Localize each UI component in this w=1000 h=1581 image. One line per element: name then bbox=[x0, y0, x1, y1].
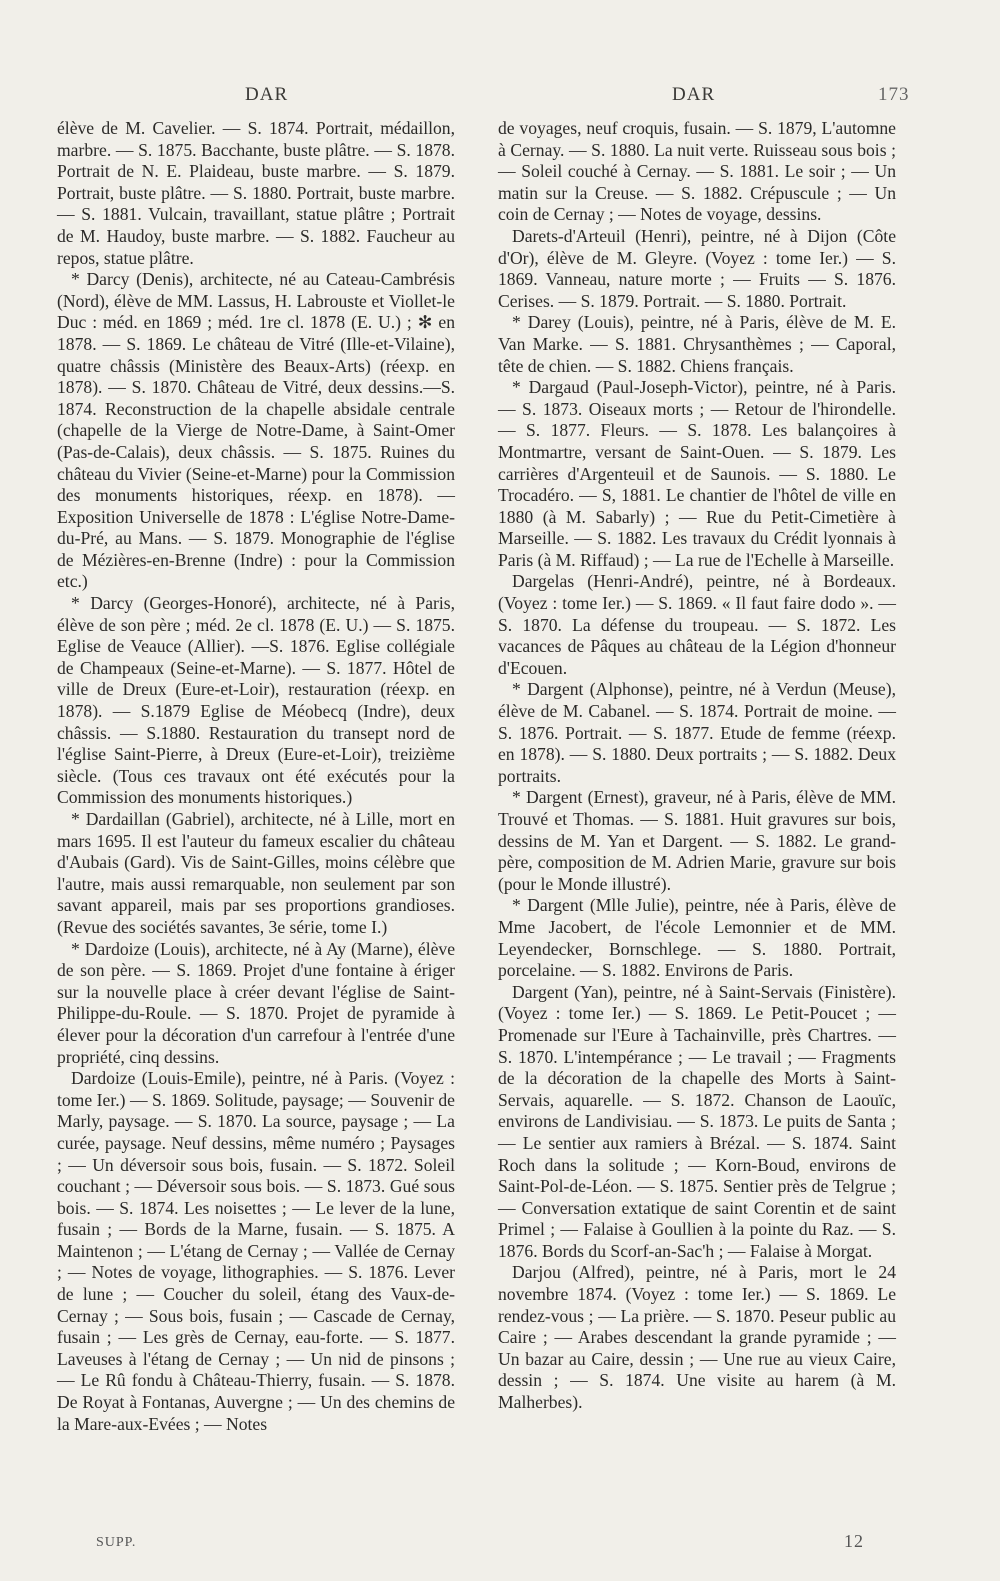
entry-paragraph: de voyages, neuf croquis, fusain. — S. 1879, L'automne à Cernay. — S. 1880. La nuit verte. Ruisseau sous bois ; — Soleil couché à Cernay. — S. 1881. Le soir ; — Un matin sur la Creuse. — S. 1882. Crépuscule ; — Un coin de Cernay ; — Notes de voyage, dessins. bbox=[498, 118, 896, 225]
entry-paragraph: Dargelas (Henri-André), peintre, né à Bordeaux. (Voyez : tome Ier.) — S. 1869. « Il faut faire dodo ». — S. 1870. La défense du troupeau. — S. 1872. Les vacances de Pâques au château de la Légion d'honneur d'Ecouen. bbox=[498, 571, 896, 678]
entry-paragraph: Dardoize (Louis-Emile), peintre, né à Paris. (Voyez : tome Ier.) — S. 1869. Solitude, paysage; — Souvenir de Marly, paysage. — S. 1870. La source, paysage ; — La curée, paysage. Neuf dessins, même numéro ; Paysages ; — Un déversoir sous bois, fusain. — S. 1872. Soleil couchant ; — Déversoir sous bois. — S. 1873. Gué sous bois. — S. 1874. Les noisettes ; — Le lever de la lune, fusain ; — Bords de la Marne, fusain. — S. 1875. A Maintenon ; — L'étang de Cernay ; — Vallée de Cernay ; — Notes de voyage, lithographies. — S. 1876. Lever de lune ; — Coucher du soleil, étang des Vaux-de-Cernay ; — Sous bois, fusain ; — Cascade de Cernay, fusain ; — Les grès de Cernay, eau-forte. — S. 1877. Laveuses à l'étang de Cernay ; — Un nid de pinsons ; — Le Rû fondu à Château-Thierry, fusain. — S. 1878. De Royat à Fontanas, Auvergne ; — Un des chemins de la Mare-aux-Evées ; — Notes bbox=[57, 1068, 455, 1434]
entry-paragraph: * Darcy (Georges-Honoré), architecte, né à Paris, élève de son père ; méd. 2e cl. 1878 (E. U.) — S. 1875. Eglise de Veauce (Allier). —S. 1876. Eglise collégiale de Champeaux (Seine-et-Marne). — S. 1877. Hôtel de ville de Dreux (Eure-et-Loir), restauration (réexp. en 1878). — S.1879 Eglise de Méobecq (Indre), deux châssis. — S.1880. Restauration du transept nord de l'église Saint-Pierre, à Dreux (Eure-et-Loir), treizième siècle. (Tous ces travaux ont été exécutés pour la Commission des monuments historiques.) bbox=[57, 593, 455, 808]
running-header-left: DAR bbox=[245, 84, 289, 105]
page-number: 173 bbox=[878, 84, 910, 105]
entry-paragraph: * Dargaud (Paul-Joseph-Victor), peintre, né à Paris. — S. 1873. Oiseaux morts ; — Retour de l'hirondelle. — S. 1877. Fleurs. — S. 1878. Les balançoires à Montmartre, versant de Saint-Ouen. — S. 1879. Les carrières d'Argenteuil et de Saunois. — S. 1880. Le Trocadéro. — S, 1881. Le chantier de l'hôtel de ville en 1880 (à M. Sabarly) ; — Rue du Petit-Cimetière à Marseille. — S. 1882. Les travaux du Crédit lyonnais à Paris (à M. Riffaud) ; — La rue de l'Echelle à Marseille. bbox=[498, 377, 896, 570]
footer-supp-label: SUPP. bbox=[96, 1535, 137, 1550]
footer-signature-number: 12 bbox=[844, 1531, 864, 1551]
left-column bbox=[57, 118, 455, 1435]
entry-paragraph: Darjou (Alfred), peintre, né à Paris, mort le 24 novembre 1874. (Voyez : tome Ier.) — S. 1869. Le rendez-vous ; — La prière. — S. 1870. Peseur public au Caire ; — Arabes descendant la grande pyramide ; — Un bazar au Caire, dessin ; — Une rue au vieux Caire, dessin ; — S. 1874. Une visite au harem (à M. Malherbes). bbox=[498, 1262, 896, 1413]
right-column bbox=[498, 118, 896, 1414]
entry-paragraph: élève de M. Cavelier. — S. 1874. Portrait, médaillon, marbre. — S. 1875. Bacchante, buste plâtre. — S. 1878. Portrait de N. E. Plaideau, buste marbre. — S. 1879. Portrait, buste plâtre. — S. 1880. Portrait, buste marbre. — S. 1881. Vulcain, travaillant, statue plâtre ; Portrait de M. Haudoy, buste marbre. — S. 1882. Faucheur au repos, statue plâtre. bbox=[57, 118, 455, 268]
entry-paragraph: * Dargent (Alphonse), peintre, né à Verdun (Meuse), élève de M. Cabanel. — S. 1874. Portrait de moine. — S. 1876. Portrait. — S. 1877. Etude de femme (réexp. en 1878). — S. 1880. Deux portraits ; — S. 1882. Deux portraits. bbox=[498, 679, 896, 786]
entry-paragraph: * Darcy (Denis), architecte, né au Cateau-Cambrésis (Nord), élève de MM. Lassus, H. Labrouste et Viollet-le Duc : méd. en 1869 ; méd. 1re cl. 1878 (E. U.) ; ✻ en 1878. — S. 1869. Le château de Vitré (Ille-et-Vilaine), quatre châssis (Ministère des Beaux-Arts) (réexp. en 1878). — S. 1870. Château de Vitré, deux dessins.—S. 1874. Reconstruction de la chapelle absidale centrale (chapelle de la Vierge de Notre-Dame, à Saint-Omer (Pas-de-Calais), deux châssis. — S. 1875. Ruines du château du Vivier (Seine-et-Marne) pour la Commission des monuments historiques, réexp. en 1878). — Exposition Universelle de 1878 : L'église Notre-Dame-du-Pré, au Mans. — S. 1879. Monographie de l'église de Mézières-en-Brenne (Indre) : pour la Commission etc.) bbox=[57, 269, 455, 592]
entry-paragraph: * Darey (Louis), peintre, né à Paris, élève de M. E. Van Marke. — S. 1881. Chrysanthèmes ; — Caporal, tête de chien. — S. 1882. Chiens français. bbox=[498, 312, 896, 376]
entry-paragraph: * Dardaillan (Gabriel), architecte, né à Lille, mort en mars 1695. Il est l'auteur du fameux escalier du château d'Aubais (Gard). Vis de Saint-Gilles, moins célèbre que l'autre, mais aussi remarquable, non seulement par son savant appareil, mais par ses proportions grandioses. (Revue des sociétés savantes, 3e série, tome I.) bbox=[57, 809, 455, 937]
entry-paragraph: Darets-d'Arteuil (Henri), peintre, né à Dijon (Côte d'Or), élève de M. Gleyre. (Voyez : tome Ier.) — S. 1869. Vanneau, nature morte ; — Fruits — S. 1876. Cerises. — S. 1879. Portrait. — S. 1880. Portrait. bbox=[498, 225, 896, 311]
entry-paragraph: * Dargent (Mlle Julie), peintre, née à Paris, élève de Mme Jacobert, de l'école Lemonnier et de MM. Leyendecker, Bornschlege. — S. 1880. Portrait, porcelaine. — S. 1882. Environs de Paris. bbox=[498, 895, 896, 981]
running-header-right: DAR bbox=[672, 84, 716, 105]
entry-paragraph: * Dardoize (Louis), architecte, né à Ay (Marne), élève de son père. — S. 1869. Projet d'une fontaine à ériger sur la nouvelle place à créer devant l'église de Saint-Philippe-du-Roule. — S. 1870. Projet de pyramide à élever pour la décoration d'un carrefour à l'entrée d'une propriété, cinq dessins. bbox=[57, 938, 455, 1067]
entry-paragraph: Dargent (Yan), peintre, né à Saint-Servais (Finistère). (Voyez : tome Ier.) — S. 1869. Le Petit-Poucet ; — Promenade sur l'Eure à Tachainville, près Chartres. — S. 1870. L'intempérance ; — Le travail ; — Fragments de la décoration de la chapelle des Morts à Saint-Servais, aquarelle. — S. 1872. Chanson de Laouïc, environs de Landivisiau. — S. 1873. Le puits de Santa ; — Le sentier aux ramiers à Brézal. — S. 1874. Saint Roch dans la solitude ; — Korn-Boud, environs de Saint-Pol-de-Léon. — S. 1875. Sentier près de Telgrue ; — Conversation extatique de saint Corentin et de saint Primel ; — Falaise à Goullien à la pointe du Raz. — S. 1876. Bords du Scorf-an-Sac'h ; — Falaise à Morgat. bbox=[498, 981, 896, 1261]
entry-paragraph: * Dargent (Ernest), graveur, né à Paris, élève de MM. Trouvé et Thomas. — S. 1881. Huit gravures sur bois, dessins de M. Yan et Dargent. — S. 1882. Le grand-père, composition de M. Adrien Marie, gravure sur bois (pour le Monde illustré). bbox=[498, 787, 896, 894]
